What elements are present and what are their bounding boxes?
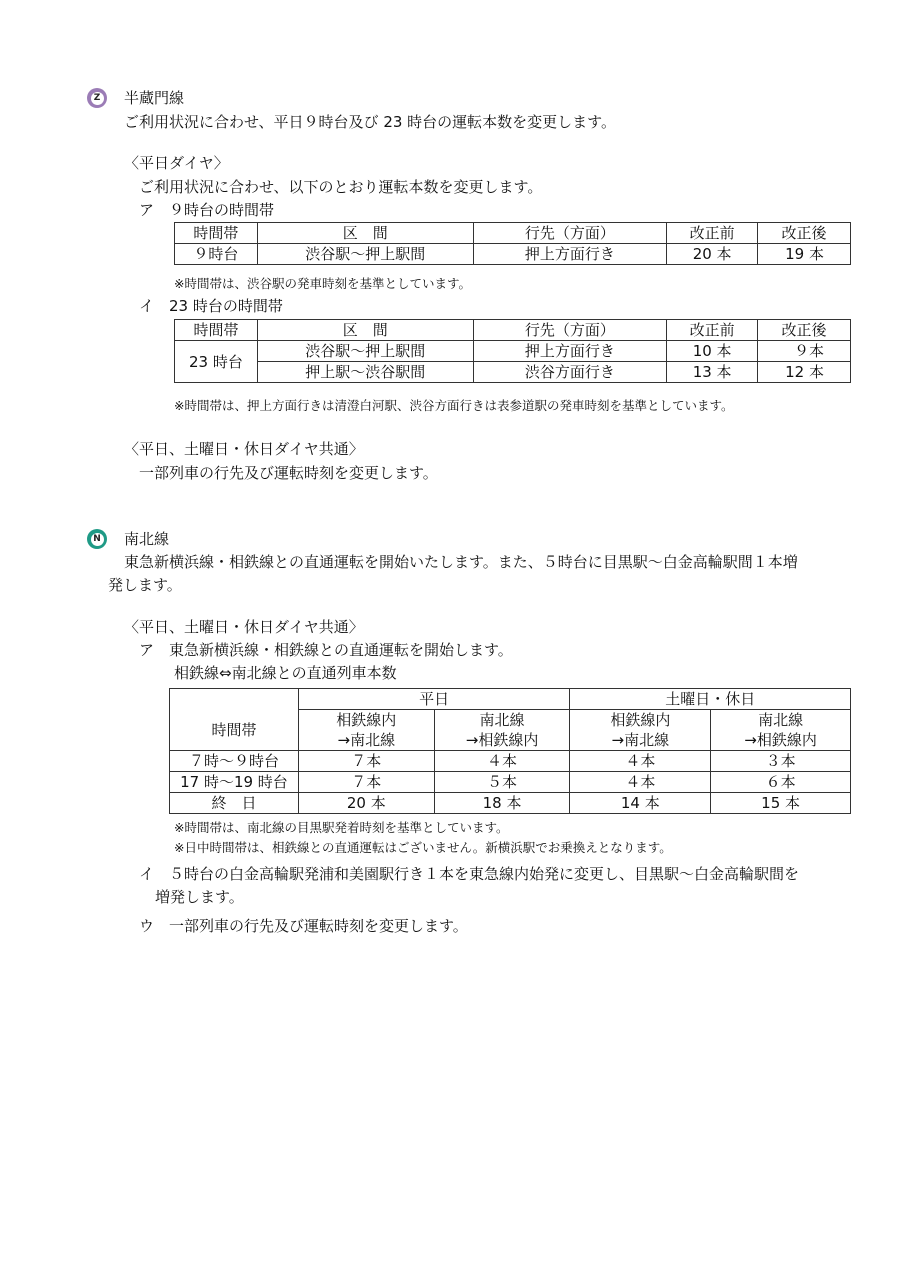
table-row	[170, 772, 851, 793]
header-cell: 行先（方面）	[473, 223, 667, 244]
table-cell: 渋谷方面行き	[473, 362, 667, 383]
header-line: 南北線	[758, 711, 804, 729]
namboku-item-a: ア 東急新横浜線・相鉄線との直通運転を開始します。	[139, 641, 513, 659]
table-cell: 20 本	[298, 793, 434, 814]
header-line: →相鉄線内	[465, 731, 539, 749]
hanzomon-note-1: ※時間帯は、渋谷駅の発車時刻を基準としています。	[174, 276, 471, 291]
namboku-intro-line-1: 東急新横浜線・相鉄線との直通運転を開始いたします。また、５時台に目黒駅～白金高輪駅間１本増	[124, 553, 798, 571]
hanzomon-title: 半蔵門線	[124, 89, 185, 107]
table-cell: ７本	[298, 772, 434, 793]
table-row	[175, 244, 851, 265]
hanzomon-table-9	[174, 222, 851, 265]
namboku-item-u: ウ 一部列車の行先及び運転時刻を変更します。	[139, 917, 468, 935]
table-header-row	[170, 710, 851, 751]
header-cell	[434, 710, 570, 751]
hanzomon-common-text: 一部列車の行先及び運転時刻を変更します。	[139, 464, 438, 482]
header-line: 相鉄線内	[610, 711, 671, 729]
header-cell: 改正前	[667, 223, 758, 244]
header-line: →南北線	[611, 731, 670, 749]
table-cell: ５本	[434, 772, 570, 793]
namboku-line-letter: N	[91, 533, 104, 546]
table-cell: 17 時～19 時台	[170, 772, 299, 793]
table-cell: 10 本	[667, 341, 758, 362]
time-band-cell: 23 時台	[175, 341, 258, 383]
table-cell: ４本	[570, 751, 711, 772]
hanzomon-table-23	[174, 319, 851, 383]
namboku-common-heading: 〈平日、土曜日・休日ダイヤ共通〉	[124, 618, 364, 636]
group-header-weekday: 平日	[298, 689, 570, 710]
header-cell	[298, 710, 434, 751]
namboku-item-i-line-1: イ ５時台の白金高輪駅発浦和美園駅行き１本を東急線内始発に変更し、目黒駅～白金高輪駅間を	[139, 865, 800, 883]
header-cell: 改正後	[758, 223, 851, 244]
table-cell: 20 本	[667, 244, 758, 265]
header-line: →相鉄線内	[744, 731, 817, 749]
table-cell: ３本	[711, 751, 851, 772]
header-line: 相鉄線内	[336, 711, 397, 729]
namboku-note-2: ※日中時間帯は、相鉄線との直通運転はございません。新横浜駅でお乗換えとなります。	[174, 840, 672, 855]
hanzomon-intro: ご利用状況に合わせ、平日９時台及び 23 時台の運転本数を変更します。	[124, 113, 616, 131]
hanzomon-line-badge	[87, 88, 107, 108]
table-cell: 19 本	[758, 244, 851, 265]
table-row	[175, 341, 851, 362]
table-row	[170, 751, 851, 772]
empty-corner-cell	[170, 689, 299, 710]
header-cell: 行先（方面）	[473, 320, 667, 341]
namboku-note-1: ※時間帯は、南北線の目黒駅発着時刻を基準としています。	[174, 820, 509, 835]
table-cell: 渋谷駅～押上駅間	[257, 244, 473, 265]
table-cell: 14 本	[570, 793, 711, 814]
group-header-holiday: 土曜日・休日	[570, 689, 851, 710]
table-cell: ７時～９時台	[170, 751, 299, 772]
table-cell: 13 本	[667, 362, 758, 383]
table-cell: 押上方面行き	[473, 341, 667, 362]
namboku-intro-line-2: 発します。	[108, 576, 182, 594]
table-cell: 押上駅～渋谷駅間	[257, 362, 473, 383]
table-cell: ４本	[434, 751, 570, 772]
header-cell: 時間帯	[170, 710, 299, 751]
table-cell: ９時台	[175, 244, 258, 265]
header-cell: 区 間	[257, 223, 473, 244]
header-cell: 改正前	[667, 320, 758, 341]
header-cell: 時間帯	[175, 223, 258, 244]
hanzomon-note-2: ※時間帯は、押上方面行きは清澄白河駅、渋谷方面行きは表参道駅の発車時刻を基準としています。	[174, 398, 734, 413]
namboku-line-badge	[87, 529, 107, 549]
table-cell: 12 本	[758, 362, 851, 383]
table-cell: ７本	[298, 751, 434, 772]
table-cell: 18 本	[434, 793, 570, 814]
table-cell: ６本	[711, 772, 851, 793]
table-header-row	[175, 320, 851, 341]
table-cell: ９本	[758, 341, 851, 362]
hanzomon-common-heading: 〈平日、土曜日・休日ダイヤ共通〉	[124, 440, 364, 458]
header-cell: 時間帯	[175, 320, 258, 341]
table-cell: 終 日	[170, 793, 299, 814]
table-cell: 押上方面行き	[473, 244, 667, 265]
table-cell: ４本	[570, 772, 711, 793]
namboku-through-service-table	[169, 688, 851, 814]
namboku-title: 南北線	[124, 530, 170, 548]
namboku-table-caption: 相鉄線⇔南北線との直通列車本数	[174, 664, 397, 682]
header-line: →南北線	[337, 731, 396, 749]
header-cell	[711, 710, 851, 751]
hanzomon-weekday-text: ご利用状況に合わせ、以下のとおり運転本数を変更します。	[139, 178, 543, 196]
namboku-item-i-line-2: 増発します。	[155, 888, 244, 906]
header-cell: 改正後	[758, 320, 851, 341]
header-line: 南北線	[479, 711, 525, 729]
hanzomon-line-letter: Z	[91, 92, 104, 105]
table-row	[175, 362, 851, 383]
hanzomon-item-a: ア ９時台の時間帯	[139, 201, 275, 219]
table-cell: 15 本	[711, 793, 851, 814]
table-row	[170, 793, 851, 814]
table-header-row	[175, 223, 851, 244]
table-cell: 渋谷駅～押上駅間	[257, 341, 473, 362]
hanzomon-weekday-heading: 〈平日ダイヤ〉	[124, 154, 229, 172]
header-cell	[570, 710, 711, 751]
hanzomon-item-i: イ 23 時台の時間帯	[139, 297, 283, 315]
header-cell: 区 間	[257, 320, 473, 341]
table-group-header-row	[170, 689, 851, 710]
